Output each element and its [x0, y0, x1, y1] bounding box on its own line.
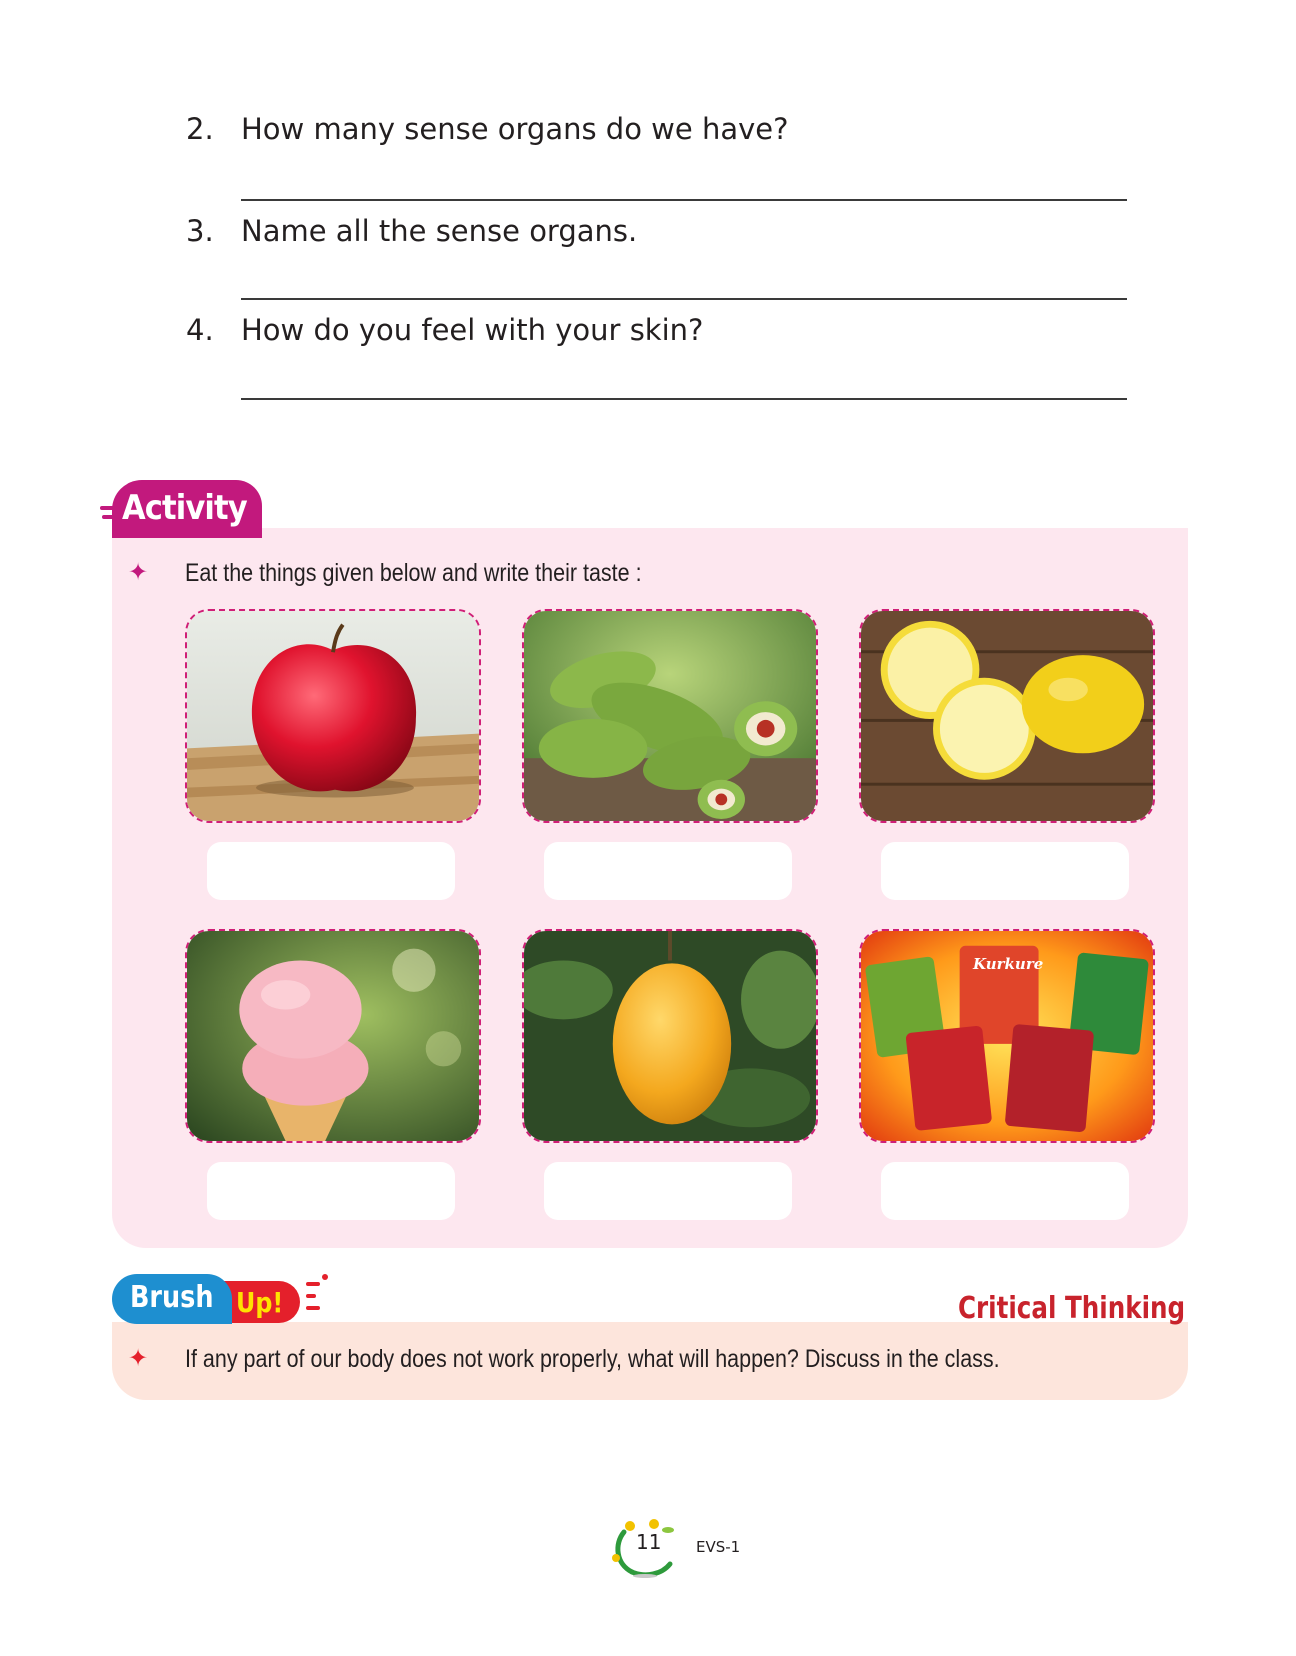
speed-dot-icon [322, 1274, 328, 1280]
taste-answer-box-mango[interactable] [544, 1162, 792, 1220]
ice-cream-photo [185, 929, 481, 1143]
kurkure-brand-text: Kurkure [973, 955, 1044, 973]
critical-thinking-label: Critical Thinking [958, 1291, 1186, 1326]
apple-photo [185, 609, 481, 823]
page-number: 11 [636, 1530, 662, 1554]
taste-answer-box-kurkure[interactable] [881, 1162, 1129, 1220]
taste-answer-box-lemon[interactable] [881, 842, 1129, 900]
taste-answer-box-apple[interactable] [207, 842, 455, 900]
star-bullet-icon: ✦ [128, 559, 149, 586]
taste-answer-box-ice-cream[interactable] [207, 1162, 455, 1220]
question-number: 2. [186, 112, 214, 146]
question-text: Name all the sense organs. [241, 214, 638, 248]
question-text: How many sense organs do we have? [241, 112, 789, 146]
question-text: How do you feel with your skin? [241, 313, 704, 347]
star-bullet-icon: ✦ [128, 1345, 149, 1372]
answer-line-4[interactable] [241, 398, 1127, 400]
question-number: 4. [186, 313, 214, 347]
activity-instruction: Eat the things given below and write their taste : [185, 559, 642, 587]
brush-up-question: If any part of our body does not work properly, what will happen? Discuss in the class. [185, 1345, 1000, 1373]
kurkure-photo [859, 929, 1155, 1143]
bitter-gourd-photo [522, 609, 818, 823]
up-heading: Up! [236, 1286, 284, 1319]
mango-photo [522, 929, 818, 1143]
lemon-photo [859, 609, 1155, 823]
speed-dash-icon [306, 1282, 320, 1286]
question-number: 3. [186, 214, 214, 248]
speed-dash-icon [306, 1306, 320, 1310]
activity-heading: Activity [122, 488, 247, 528]
taste-answer-box-bitter-gourd[interactable] [544, 842, 792, 900]
book-code: EVS-1 [696, 1538, 741, 1556]
answer-line-2[interactable] [241, 199, 1127, 201]
brush-heading: Brush [130, 1280, 214, 1315]
speed-dash-icon [306, 1294, 316, 1298]
answer-line-3[interactable] [241, 298, 1127, 300]
